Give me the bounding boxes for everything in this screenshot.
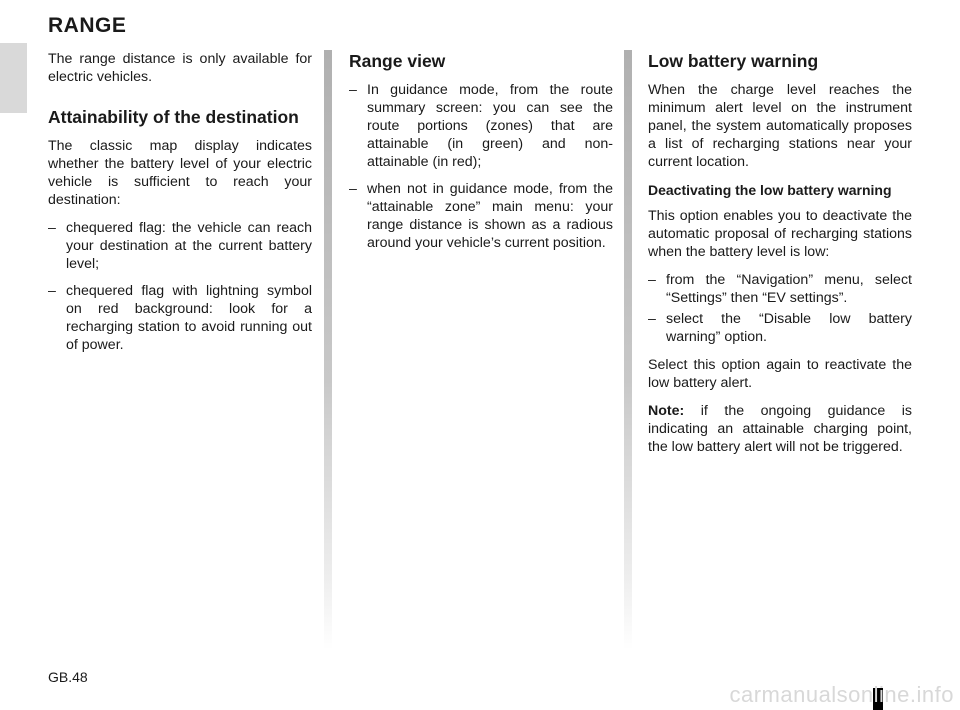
- attainability-heading: Attainability of the destination: [48, 107, 299, 127]
- watermark: carmanualsonline.info: [729, 682, 954, 707]
- deactivating-list: [648, 271, 912, 346]
- attainability-list: [48, 219, 312, 354]
- reactivate-paragraph: Select this option again to reactivate the low battery alert.: [648, 357, 912, 391]
- list-item: – select the “Disable low battery warning” option.: [648, 310, 912, 346]
- deactivating-subheading: Deactivating the low battery warning: [648, 182, 892, 198]
- list-item: – In guidance mode, from the route summary screen: you can see the route portions (zones) that are attainable (in green) and non-attainable (in red);: [349, 81, 613, 171]
- column-2: [349, 50, 613, 262]
- attainability-paragraph: The classic map display indicates whether the battery level of your electric vehicle is sufficient to reach your destination:: [48, 138, 312, 208]
- low-battery-paragraph: When the charge level reaches the minimum alert level on the instrument panel, the system automatically proposes a list of recharging stations near your current location.: [648, 82, 912, 170]
- list-item: – chequered flag: the vehicle can reach your destination at the current battery level;: [48, 219, 312, 273]
- column-divider-2: [624, 50, 632, 650]
- note-text: if the ongoing guidance is indicating an attainable charging point, the low battery alert will not be triggered.: [648, 403, 912, 455]
- range-view-heading: Range view: [349, 51, 446, 71]
- section-tab: [0, 43, 27, 113]
- low-battery-heading: Low battery warning: [648, 51, 819, 71]
- column-divider-1: [324, 50, 332, 650]
- intro-paragraph: The range distance is only available for electric vehicles.: [48, 51, 312, 85]
- range-view-list: [349, 81, 613, 252]
- note-paragraph: [648, 402, 912, 456]
- list-item: – chequered flag with lightning symbol on red background: look for a recharging station to avoid running out of power.: [48, 282, 312, 354]
- page-number: GB.48: [48, 669, 88, 685]
- list-item: – when not in guidance mode, from the “attainable zone” main menu: your range distance is shown as a radious around your vehicle’s current position.: [349, 180, 613, 252]
- column-1: [48, 50, 312, 364]
- column-3: [648, 50, 912, 466]
- page-title: RANGE: [48, 14, 127, 37]
- note-label: Note:: [648, 403, 685, 419]
- deactivating-paragraph: This option enables you to deactivate the automatic proposal of recharging stations when the battery level is low:: [648, 208, 912, 260]
- list-item: – from the “Navigation” menu, select “Settings” then “EV settings”.: [648, 271, 912, 307]
